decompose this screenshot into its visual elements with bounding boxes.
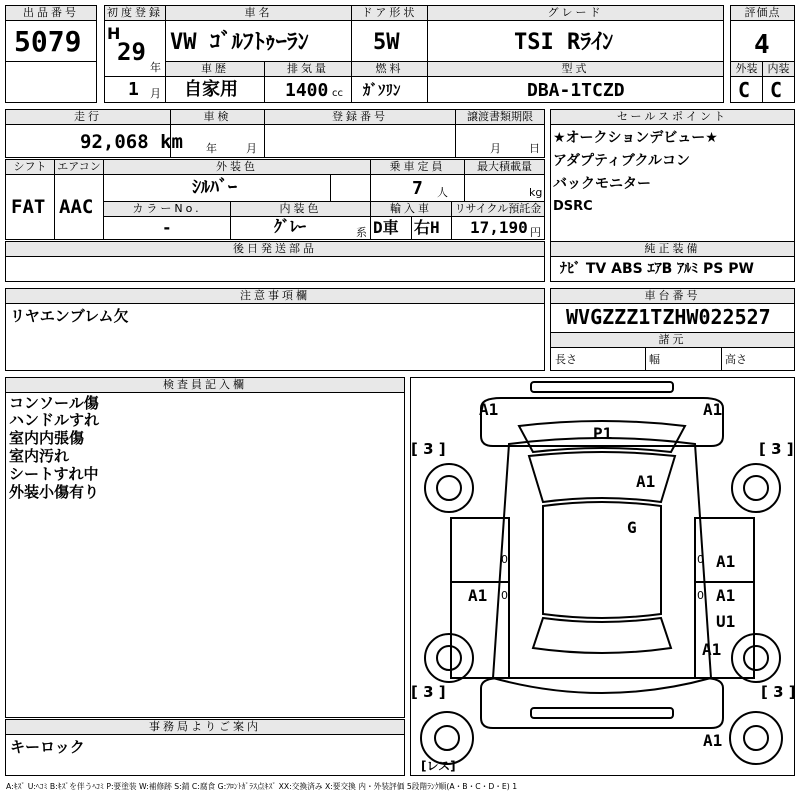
first-reg-header: 初度登録 [104, 5, 166, 21]
history: 自家用 [184, 79, 238, 100]
mark-left-rear-door: A1 [468, 586, 488, 605]
body-outline [493, 438, 711, 693]
tire-fr-inner [744, 476, 768, 500]
color-no-header: カラーNo. [103, 201, 231, 217]
damage-diagram [410, 377, 795, 776]
notes-header: 注意事項欄 [5, 288, 545, 304]
steering: 右H [414, 218, 440, 237]
door-header: ドア形状 [351, 5, 428, 21]
lot-no-header: 出品番号 [5, 5, 97, 21]
sales-point-3: バックモニター [553, 176, 651, 192]
tire-rr-shape [732, 634, 780, 682]
model: DBA-1TCZD [527, 80, 625, 101]
recycle-header: リサイクル預託金 [451, 201, 545, 217]
legend: A:ｷｽﾞ U:ﾍｺﾐ B:ｷｽﾞを伴うﾍｺﾐ P:要塗装 W:補修跡 S:錆 C:腐食 G:ﾌﾛﾝﾄｶﾞﾗｽ点ｷｽﾞ XX:交換済み X:要交換 内・外装評価 5段階ﾗﾝｸ順(A・B・C・D・E) 1 [6, 782, 518, 791]
length-label: 長さ [555, 353, 577, 366]
chassis-header: 車台番号 [550, 288, 795, 304]
score-header: 評価点 [730, 5, 795, 21]
rr-tire-shape [730, 712, 782, 764]
width-label: 幅 [649, 353, 660, 366]
inspection-year-label: 年 [206, 142, 217, 155]
inspector-header: 検査員記入欄 [5, 377, 405, 393]
mark-right-rear-door-2: U1 [716, 612, 736, 631]
capacity-unit: 人 [437, 186, 448, 199]
front-bumper-shape [531, 382, 673, 392]
spare-tire: [レス] [421, 759, 456, 773]
grade-header: グレード [427, 5, 724, 21]
transfer-day-label: 日 [529, 142, 540, 155]
reg-year: 29 [117, 38, 146, 66]
tire-fl-shape [425, 464, 473, 512]
tire-fr-value: 3 [771, 440, 782, 458]
office-header: 事務局よりご案内 [5, 719, 405, 735]
sales-point-1: ★オークションデビュー★ [553, 130, 718, 146]
color-no: - [162, 218, 172, 237]
inspector-note-6: 外装小傷有り [9, 483, 100, 501]
height-label: 高さ [725, 353, 747, 366]
exterior-header: 外装 [730, 61, 763, 77]
max-load-unit: kg [529, 186, 543, 199]
model-header: 型式 [427, 61, 724, 77]
car-name-header: 車名 [165, 5, 352, 21]
aircon: AAC [59, 196, 94, 218]
office-note: キーロック [10, 738, 85, 756]
interior-header: 内装 [762, 61, 795, 77]
spare-tire-inner [435, 726, 459, 750]
ext-color-header: 外装色 [103, 159, 371, 175]
mark-hood: A1 [636, 472, 656, 491]
shift-header: シフト [5, 159, 55, 175]
sales-point-4: DSRC [553, 199, 593, 214]
year-unit: 年 [150, 61, 161, 74]
mileage: 92,068 km [80, 131, 183, 153]
ext-color: ｼﾙﾊﾞｰ [192, 177, 237, 198]
capacity: 7 [412, 178, 423, 199]
inspection-header: 車検 [170, 109, 265, 125]
displacement: 1400 [285, 80, 329, 101]
fuel: ｶﾞｿﾘﾝ [363, 81, 401, 99]
mark-front-right: A1 [703, 400, 723, 419]
zero-left: 0 [501, 553, 508, 566]
mark-right-front-door: A1 [716, 552, 736, 571]
tire-rr-inner [744, 646, 768, 670]
int-color-header: 内装色 [230, 201, 371, 217]
import-header: 輸入車 [370, 201, 452, 217]
aircon-header: エアコン [54, 159, 104, 175]
mark-right-quarter: A1 [702, 640, 722, 659]
inspector-note-4: 室内汚れ [9, 447, 70, 465]
zero-right2: 0 [697, 589, 704, 602]
fuel-header: 燃料 [351, 61, 428, 77]
tire-rl-value: 3 [423, 683, 434, 701]
import-type: D車 [373, 218, 399, 237]
tire-fr-shape [732, 464, 780, 512]
recycle-fee: 17,190 [470, 218, 528, 237]
tire-rl-shape [425, 634, 473, 682]
genuine-header: 純正装備 [550, 241, 795, 257]
max-load-header: 最大積載量 [464, 159, 545, 175]
rr-tire-inner [744, 726, 768, 750]
lot-no-blank [5, 61, 97, 103]
int-color: ｸﾞﾚｰ [274, 217, 307, 236]
grade: TSI Rﾗｲﾝ [514, 30, 614, 55]
lot-no: 5079 [14, 25, 82, 58]
transfer-month-label: 月 [490, 142, 501, 155]
door-type: 5W [373, 30, 400, 55]
ext-color-divider [330, 174, 331, 202]
rear-body-shape [481, 678, 723, 728]
recycle-unit: 円 [530, 226, 541, 239]
transfer-header: 譲渡書類期限 [455, 109, 545, 125]
displacement-header: 排気量 [264, 61, 352, 77]
interior-score: C [770, 78, 783, 102]
genuine-equipment: ﾅﾋﾞ TV ABS ｴｱB ｱﾙﾐ PS PW [560, 261, 754, 277]
mark-right-rear-door: A1 [716, 586, 736, 605]
mark-windshield: P1 [593, 424, 613, 443]
mark-roof: G [627, 518, 637, 537]
mileage-header: 走行 [5, 109, 171, 125]
rear-window-shape [533, 618, 671, 653]
reg-no-cell [264, 124, 456, 158]
tire-fl: [ 3 ] [411, 440, 446, 458]
inspector-note-2: ハンドルすれ [9, 411, 100, 429]
tire-fr: [ 3 ] [759, 440, 794, 458]
tire-rr-value: 3 [773, 683, 784, 701]
sales-point-2: アダプティブクルコン [553, 153, 691, 169]
inspector-note-1: コンソール傷 [9, 394, 99, 412]
rear-bumper-shape [531, 708, 673, 718]
tire-rl: [ 3 ] [411, 683, 446, 701]
capacity-header: 乗車定員 [370, 159, 465, 175]
roof-shape [543, 502, 661, 618]
era: H [107, 24, 121, 43]
score: 4 [754, 30, 770, 60]
tire-fl-inner [437, 476, 461, 500]
tire-rl-inner [437, 646, 461, 670]
reg-month: 1 [128, 79, 139, 100]
inspector-note-3: 室内内張傷 [9, 429, 85, 447]
month-unit: 月 [150, 87, 161, 100]
later-parts-header: 後日発送部品 [5, 241, 545, 257]
spare-tire-shape [421, 712, 473, 764]
tire-fl-value: 3 [423, 440, 434, 458]
history-header: 車歴 [165, 61, 265, 77]
sales-point-header: セールスポイント [550, 109, 795, 125]
notes: リヤエンブレム欠 [10, 307, 129, 325]
reg-no-header: 登録番号 [264, 109, 456, 125]
spare-tire-value: レス [426, 759, 451, 773]
later-parts-cell [5, 256, 545, 282]
inspection-month-label: 月 [246, 142, 257, 155]
inspector-note-5: シートすれ中 [9, 465, 99, 483]
exterior-score: C [738, 78, 751, 102]
mark-front-left: A1 [479, 400, 499, 419]
chassis-no: WVGZZZ1TZHW022527 [566, 305, 771, 329]
zero-right: 0 [697, 553, 704, 566]
displacement-unit: cc [332, 88, 343, 99]
int-color-suffix: 系 [356, 226, 367, 239]
shift: FAT [11, 196, 46, 218]
zero-left2: 0 [501, 589, 508, 602]
specs-header: 諸元 [550, 332, 795, 348]
car-name: VW ｺﾞﾙﾌﾄｩｰﾗﾝ [170, 30, 309, 55]
mark-rear-bumper: A1 [703, 731, 723, 750]
tire-rr: [ 3 ] [761, 683, 796, 701]
